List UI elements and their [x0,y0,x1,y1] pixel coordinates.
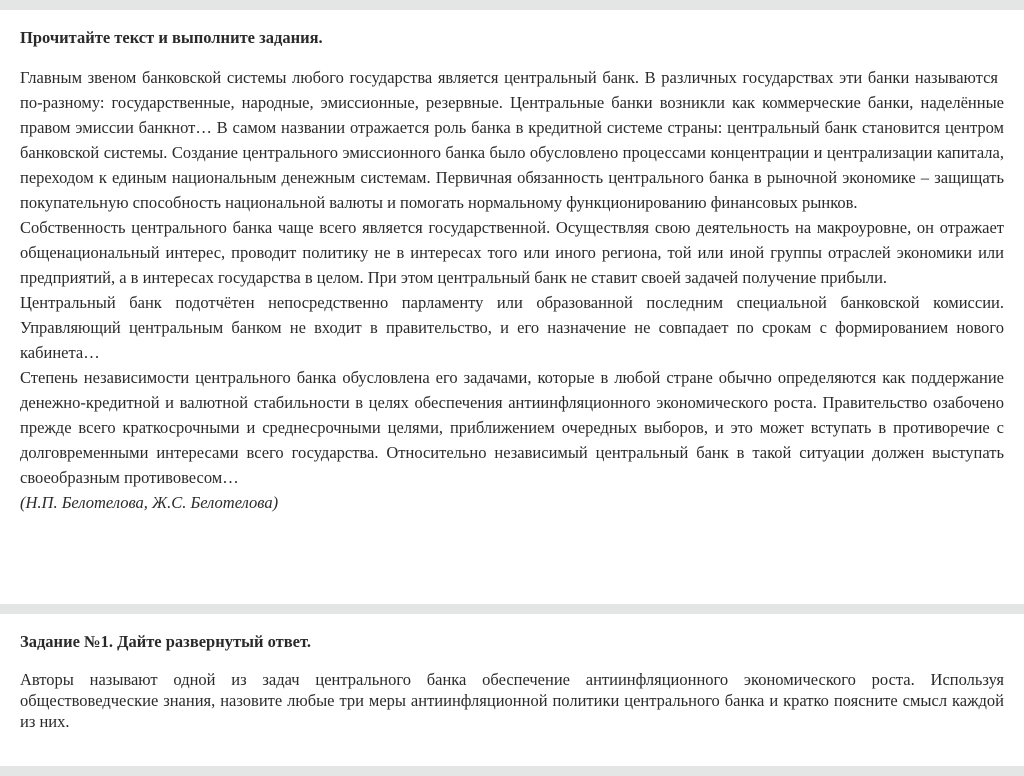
paragraph-1: по-разному: государственные, народные, эмиссионные, резервные. Центральные банки возникли как коммерческие банки, наделённые правом эмиссии банкнот… В самом названии отражается роль банка в кредитной системе страны: центральный банк становится центром банковской системы. Создание центрального эмиссионного банка было обусловлено процессами концентрации и централизации капитала, переходом к единым национальным денежным системам. Первичная обязанность центрального банка в рыночной экономике – защищать покупательную способность национальной валюты и помогать нормальному функционированию финансовых рынков. [20,93,1004,212]
intro-text: Главным звеном банковской системы любого государства является центральный банк. В различных государствах эти банки называются [20,68,998,87]
paragraph-4: Степень независимости центрального банка обусловлена его задачами, которые в любой стране обычно определяются как поддержание денежно-кредитной и валютной стабильности в целях обеспечения антиинфляционного экономического роста. Правительство озабочено прежде всего краткосрочными и среднесрочными целями, приближением очередных выборов, и это может вступать в противоречие с долговременными интересами всего государства. Относительно независимый центральный банк в такой ситуации должен выступать своеобразным противовесом… [20,368,1004,487]
reading-text-card [0,10,1024,604]
paragraph-3: Центральный банк подотчётен непосредственно парламенту или образованной последним специальной банковской комиссии. Управляющий центральным банком не входит в правительство, и его назначение не совпадает по срокам с формированием нового кабинета… [20,293,1004,362]
intro-line [20,65,1004,90]
task-heading: Задание №1. Дайте развернутый ответ. [20,632,311,651]
paragraph-2: Собственность центрального банка чаще всего является государственной. Осуществляя свою деятельность на макроуровне, он отражает общенациональный интерес, проводит политику не в интересах того или иного региона, той или иной группы отраслей экономики или предприятий, а в интересах государства в целом. При этом центральный банк не ставит своей задачей получение прибыли. [20,218,1004,287]
task-text: Авторы называют одной из задач центрального банка обеспечение антиинфляционного экономического роста. Используя обществоведческие знания, назовите любые три меры антиинфляционной политики центрального банка и кратко поясните смысл каждой из них. [20,670,1004,731]
author-citation: (Н.П. Белотелова, Ж.С. Белотелова) [20,493,279,512]
task-card [0,614,1024,766]
reading-heading: Прочитайте текст и выполните задания. [20,28,323,47]
